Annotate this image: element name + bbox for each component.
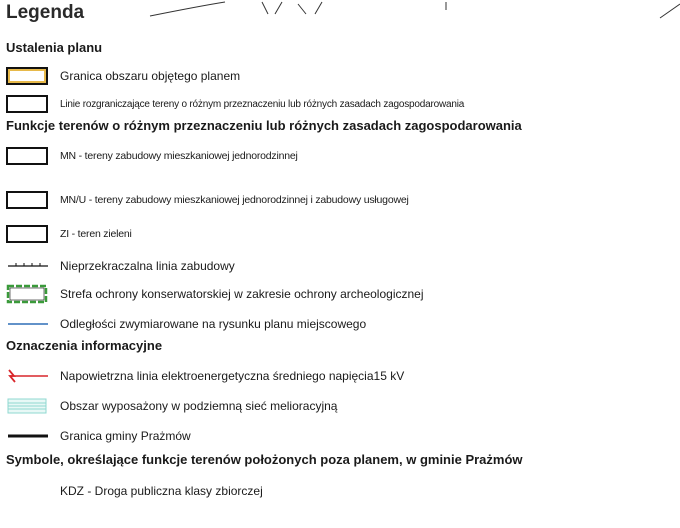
drainage-area-symbol xyxy=(6,395,50,417)
legend-label: Nieprzekraczalna linia zabudowy xyxy=(60,259,235,273)
legend-label: Strefa ochrony konserwatorskiej w zakresie ochrony archeologicznej xyxy=(60,287,424,301)
legend-row-nieprzekraczalna xyxy=(6,254,235,278)
legend-title: Legenda xyxy=(6,2,85,23)
section-oznaczenia: Oznaczenia informacyjne xyxy=(6,338,163,353)
section-funkcje-terenow: Funkcje terenów o różnym przeznaczeniu lub różnych zasadach zagospodarowania xyxy=(6,118,522,133)
zi-area-symbol xyxy=(6,223,50,245)
legend-label: Napowietrzna linia elektroenergetyczna średniego napięcia15 kV xyxy=(60,369,405,383)
legend-label: ZI - teren zieleni xyxy=(60,228,132,240)
conservation-zone-symbol xyxy=(6,283,50,305)
plan-boundary-symbol xyxy=(6,65,50,87)
legend-row-linie-rozgraniczajace xyxy=(6,92,464,116)
section-ustalenia-planu: Ustalenia planu xyxy=(6,40,103,55)
demarcation-line-symbol xyxy=(6,93,50,115)
legend-label: Granica obszaru objętego planem xyxy=(60,69,241,83)
legend-row-granica-obszaru xyxy=(6,64,240,88)
legend-label: Granica gminy Prażmów xyxy=(60,429,191,443)
legend-row-odleglosci xyxy=(6,312,366,336)
mn-area-symbol xyxy=(6,145,50,167)
legend-row-mnu xyxy=(6,188,409,212)
dimension-line-symbol xyxy=(6,313,50,335)
legend-row-strefa-ochrony xyxy=(6,282,424,306)
legend-label: Linie rozgraniczające tereny o różnym przeznaczeniu lub różnych zasadach zagospodarowania xyxy=(60,98,465,110)
legend-label: MN - tereny zabudowy mieszkaniowej jednorodzinnej xyxy=(60,150,298,162)
mnu-area-symbol xyxy=(6,189,50,211)
map-fragment-lines xyxy=(0,0,680,30)
power-line-symbol xyxy=(6,365,50,387)
legend-label: Obszar wyposażony w podziemną sieć melioracyjną xyxy=(60,399,338,413)
building-line-symbol xyxy=(6,255,50,277)
legend-row-zi xyxy=(6,222,132,246)
legend-row-melioracja xyxy=(6,394,337,418)
legend-label-kdz: KDZ - Droga publiczna klasy zbiorczej xyxy=(60,484,263,498)
legend-label: MN/U - tereny zabudowy mieszkaniowej jednorodzinnej i zabudowy usługowej xyxy=(60,194,409,206)
legend-row-napowietrzna xyxy=(6,364,404,388)
section-symbole: Symbole, określające funkcje terenów położonych poza planem, w gminie Prażmów xyxy=(6,452,523,467)
legend-label: Odległości zwymiarowane na rysunku planu miejscowego xyxy=(60,317,367,331)
legend-row-mn xyxy=(6,144,298,168)
municipality-border-symbol xyxy=(6,425,50,447)
legend-row-granica-gminy xyxy=(6,424,191,448)
